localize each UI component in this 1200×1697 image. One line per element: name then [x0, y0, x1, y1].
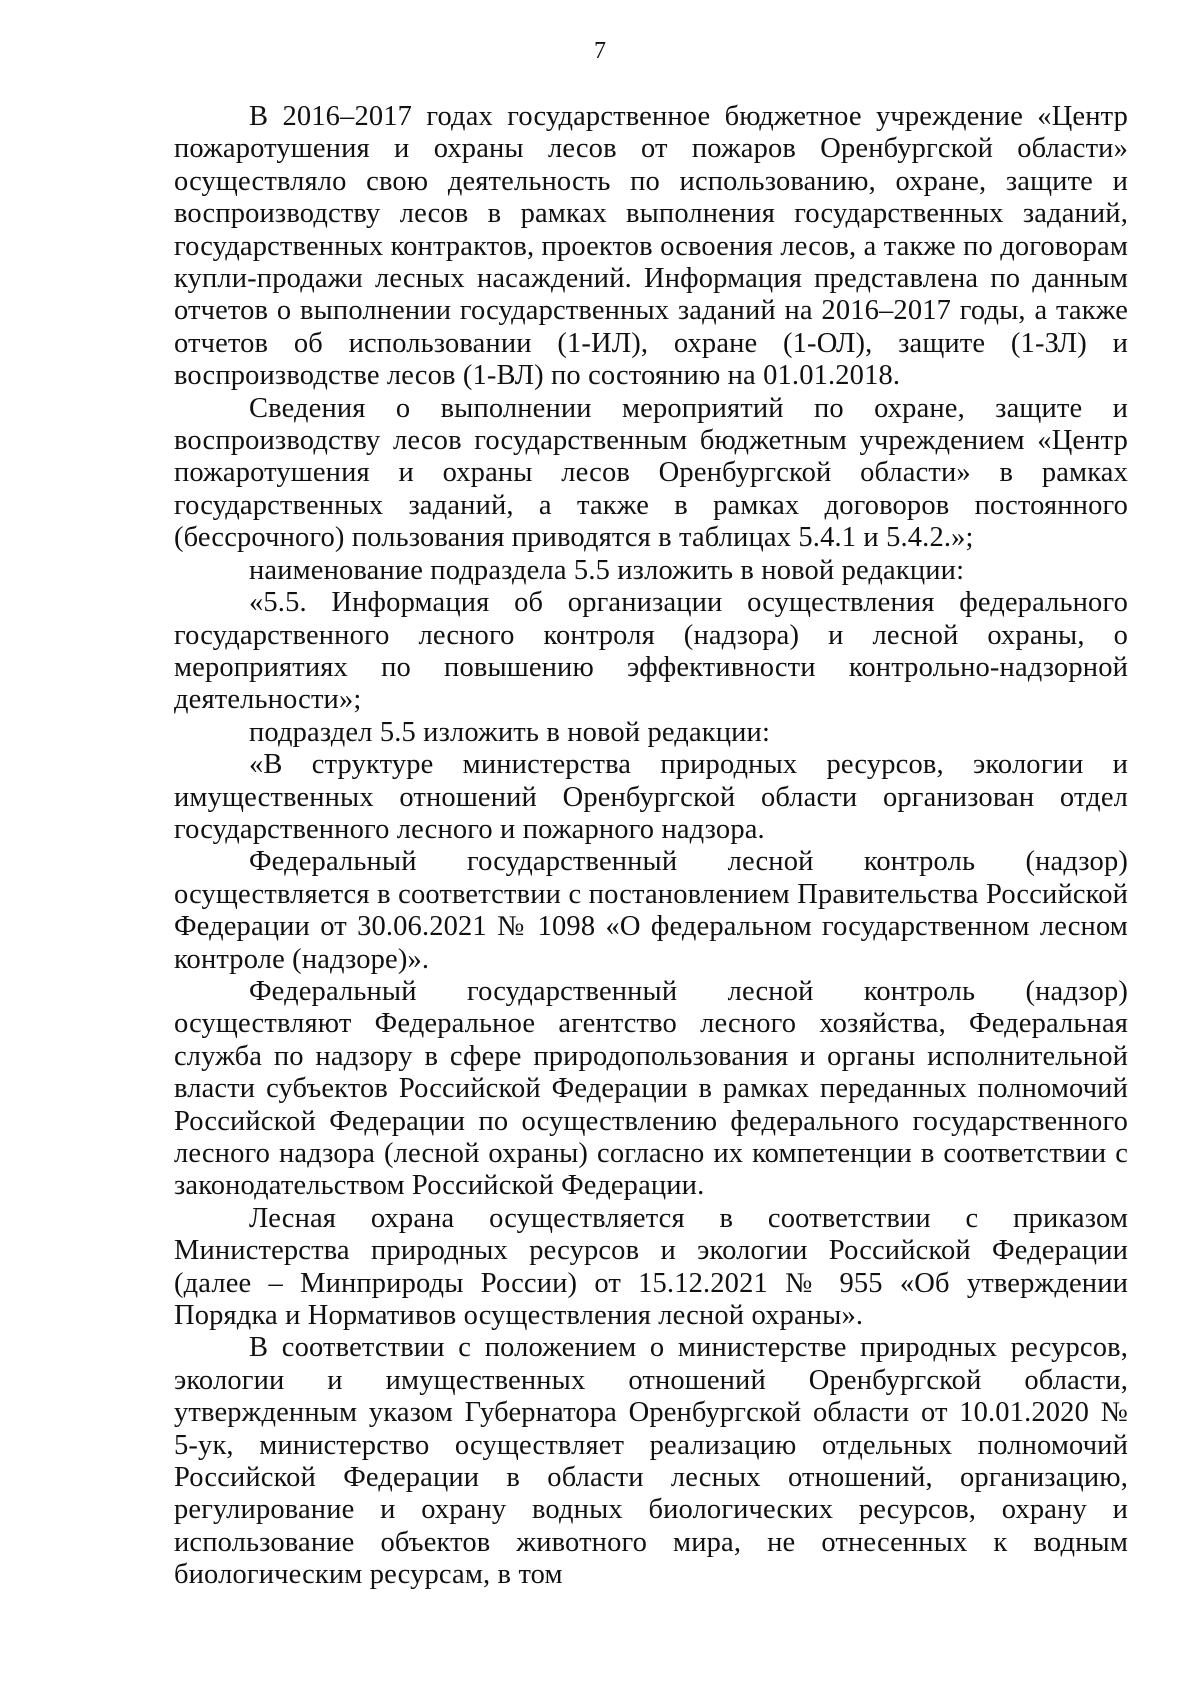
paragraph-subsection-title: «5.5. Информация об организации осуществления федерального государственного лесного контроля (надзора) и лесной охраны, о мероприятиях по повышению эффективности контрольно-надзорной деятельности»; [174, 587, 1128, 716]
paragraph-measures-info: Сведения о выполнении мероприятий по охране, защите и воспроизводству лесов государственным бюджетным учреждением «Центр пожаротушения и охраны лесов Оренбургской области» в рамках государственных заданий, а также в рамках договоров постоянного (бессрочного) пользования приводятся в таблицах 5.4.1 и 5.4.2.»; [174, 392, 1128, 554]
page-number: 7 [594, 38, 606, 64]
paragraph-subsection-instruction: подраздел 5.5 изложить в новой редакции: [249, 716, 771, 748]
paragraph-forest-protection-order: Лесная охрана осуществляется в соответствии с приказом Министерства природных ресурсов и экологии Российской Федерации (далее – Минприроды России) от 15.12.2021 № 955 «Об утверждении Порядка и Нормативов осуществления лесной охраны». [174, 1202, 1128, 1332]
paragraph-federal-control-authorities: Федеральный государственный лесной контроль (надзор) осуществляют Федеральное агентство лесного хозяйства, Федеральная служба по надзору в сфере природопользования и органы исполнительной власти субъектов Российской Федерации в рамках переданных полномочий Российской Федерации по осуществлению федерального государственного лесного надзора (лесной охраны) согласно их компетенции в соответствии с законодательством Российской Федерации. [174, 975, 1128, 1202]
paragraph-center-activity-2016-2017: В 2016–2017 годах государственное бюджетное учреждение «Центр пожаротушения и охраны лесов от пожаров Оренбургской области» осуществляло свою деятельность по использованию, охране, защите и воспроизводству лесов в рамках выполнения государственных заданий, государственных контрактов, проектов освоения лесов, а также по договорам купли-продажи лесных насаждений. Информация представлена по данным отчетов о выполнении государственных заданий на 2016–2017 годы, а также отчетов об использовании (1-ИЛ), охране (1-ОЛ), защите (1-ЗЛ) и воспроизводстве лесов (1-ВЛ) по состоянию на 01.01.2018. [174, 101, 1128, 392]
document-body [174, 101, 1128, 1592]
paragraph-subsection-title-instruction: наименование подраздела 5.5 изложить в новой редакции: [249, 554, 965, 586]
paragraph-ministry-powers: В соответствии с положением о министерстве природных ресурсов, экологии и имущественных отношений Оренбургской области, утвержденным указом Губернатора Оренбургской области от 10.01.2020 № 5-ук, министерство осуществляет реализацию отдельных полномочий Российской Федерации в области лесных отношений, организацию, регулирование и охрану водных биологических ресурсов, охрану и использование объектов животного мира, не отнесенных к водным биологическим ресурсам, в том [174, 1332, 1128, 1591]
paragraph-federal-control-basis: Федеральный государственный лесной контроль (надзор) осуществляется в соответствии с постановлением Правительства Российской Федерации от 30.06.2021 № 1098 «О федеральном государственном лесном контроле (надзоре)». [174, 846, 1128, 975]
paragraph-ministry-department: «В структуре министерства природных ресурсов, экологии и имущественных отношений Оренбургской области организован отдел государственного лесного и пожарного надзора. [174, 749, 1128, 845]
